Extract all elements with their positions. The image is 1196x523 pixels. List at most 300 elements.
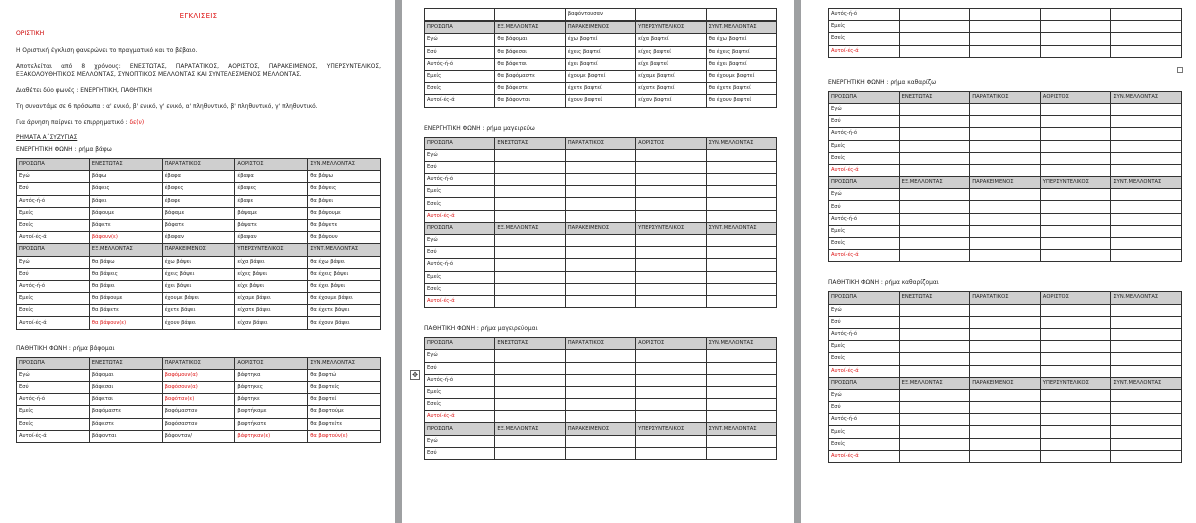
table-row (425, 374, 777, 386)
empty-answer-cell[interactable] (970, 21, 1041, 33)
empty-answer-cell[interactable] (1111, 250, 1182, 262)
column-header: ΠΡΟΣΩΠΑ (17, 244, 90, 256)
empty-answer-cell[interactable] (495, 350, 565, 362)
empty-answer-cell[interactable] (1111, 45, 1182, 57)
empty-answer-cell[interactable] (495, 186, 565, 198)
conjugation-cell: θα έχω βάψει (308, 256, 381, 268)
table-row (829, 116, 1182, 128)
empty-answer-cell[interactable] (636, 235, 706, 247)
empty-answer-cell[interactable] (899, 152, 970, 164)
empty-answer-cell[interactable] (565, 235, 635, 247)
empty-answer-cell[interactable] (899, 21, 970, 33)
empty-answer-cell[interactable] (899, 9, 970, 21)
table-row (425, 386, 777, 398)
empty-answer-cell[interactable] (1111, 316, 1182, 328)
empty-answer-cell[interactable] (1111, 328, 1182, 340)
empty-answer-cell[interactable] (970, 438, 1041, 450)
empty-answer-cell[interactable] (706, 235, 776, 247)
empty-answer-cell[interactable] (495, 411, 565, 423)
empty-answer-cell[interactable] (970, 353, 1041, 365)
empty-answer-cell[interactable] (970, 152, 1041, 164)
empty-answer-cell[interactable] (706, 435, 776, 447)
empty-answer-cell[interactable] (970, 238, 1041, 250)
empty-answer-cell[interactable] (636, 161, 706, 173)
empty-answer-cell[interactable] (899, 402, 970, 414)
empty-answer-cell[interactable] (565, 350, 635, 362)
empty-answer-cell[interactable] (1111, 33, 1182, 45)
empty-answer-cell[interactable] (565, 247, 635, 259)
empty-answer-cell[interactable] (636, 149, 706, 161)
conjugation-cell: βαφτήκαμε (235, 406, 308, 418)
empty-answer-cell[interactable] (970, 426, 1041, 438)
empty-answer-cell[interactable] (1040, 45, 1111, 57)
empty-answer-cell[interactable] (970, 304, 1041, 316)
empty-answer-cell[interactable] (706, 174, 776, 186)
empty-answer-cell[interactable] (1111, 128, 1182, 140)
person-cell: Αυτός-ή-ό (829, 328, 900, 340)
person-cell: Αυτός-ή-ό (425, 58, 495, 70)
empty-answer-cell[interactable] (899, 140, 970, 152)
empty-answer-cell[interactable] (636, 259, 706, 271)
empty-answer-cell[interactable] (1040, 353, 1111, 365)
empty-answer-cell[interactable] (1040, 304, 1111, 316)
empty-answer-cell[interactable] (565, 374, 635, 386)
person-cell: Αυτός-ή-ό (17, 394, 90, 406)
empty-answer-cell[interactable] (706, 149, 776, 161)
conjugation-cell: είχε βάψει (235, 280, 308, 292)
empty-answer-cell[interactable] (970, 164, 1041, 176)
conjugation-cell: θα έχετε βαφτεί (706, 83, 776, 95)
column-header: ΣΥΝ.ΜΕΛΛΟΝΤΑΣ (706, 137, 776, 149)
empty-answer-cell[interactable] (970, 328, 1041, 340)
empty-answer-cell[interactable] (899, 426, 970, 438)
empty-answer-cell[interactable] (706, 283, 776, 295)
empty-answer-cell[interactable] (495, 259, 565, 271)
empty-answer-cell[interactable] (636, 374, 706, 386)
empty-answer-cell[interactable] (706, 447, 776, 459)
empty-answer-cell[interactable] (1040, 365, 1111, 377)
empty-answer-cell[interactable] (1040, 341, 1111, 353)
empty-answer-cell[interactable] (899, 450, 970, 462)
empty-answer-cell[interactable] (970, 189, 1041, 201)
empty-answer-cell[interactable] (1111, 140, 1182, 152)
empty-answer-cell[interactable] (899, 33, 970, 45)
empty-answer-cell[interactable] (1040, 225, 1111, 237)
empty-cell (636, 9, 706, 21)
empty-answer-cell[interactable] (1040, 9, 1111, 21)
empty-answer-cell[interactable] (495, 235, 565, 247)
empty-answer-cell[interactable] (899, 341, 970, 353)
table-header-row (425, 222, 777, 234)
person-cell: Εγώ (425, 350, 495, 362)
empty-answer-cell[interactable] (1040, 116, 1111, 128)
empty-answer-cell[interactable] (636, 198, 706, 210)
table-resize-handle-icon[interactable] (1177, 67, 1183, 73)
conjugation-cell: βάφτηκες (235, 382, 308, 394)
empty-answer-cell[interactable] (1111, 414, 1182, 426)
empty-answer-cell[interactable] (899, 389, 970, 401)
person-cell: Εγώ (17, 256, 90, 268)
empty-answer-cell[interactable] (495, 161, 565, 173)
empty-answer-cell[interactable] (706, 259, 776, 271)
table-header-row (829, 177, 1182, 189)
empty-answer-cell[interactable] (899, 45, 970, 57)
column-header: ΠΑΡΑΤΑΤΙΚΟΣ (162, 357, 235, 369)
document-title: ΕΓΚΛΙΣΕΙΣ (179, 12, 218, 20)
empty-answer-cell[interactable] (1111, 365, 1182, 377)
empty-answer-cell[interactable] (899, 414, 970, 426)
empty-answer-cell[interactable] (1040, 250, 1111, 262)
person-cell: Εσύ (17, 268, 90, 280)
empty-answer-cell[interactable] (636, 283, 706, 295)
table-header-row (425, 22, 777, 34)
paragraph: Η Οριστική έγκλιση φανερώνει το πραγματικό και το βέβαιο. (16, 48, 198, 54)
column-header: ΣΥΝΤ.ΜΕΛΛΟΝΤΑΣ (706, 22, 776, 34)
empty-answer-cell[interactable] (495, 247, 565, 259)
empty-answer-cell[interactable] (1040, 103, 1111, 115)
table-row (17, 219, 381, 231)
empty-answer-cell[interactable] (706, 198, 776, 210)
empty-answer-cell[interactable] (1040, 33, 1111, 45)
empty-answer-cell[interactable] (706, 161, 776, 173)
empty-answer-cell[interactable] (970, 389, 1041, 401)
empty-answer-cell[interactable] (1040, 140, 1111, 152)
conjugation-cell: βαφόμασταν (162, 406, 235, 418)
empty-answer-cell[interactable] (1040, 201, 1111, 213)
conjugation-cell: θα έχει βαφτεί (706, 58, 776, 70)
empty-answer-cell[interactable] (1040, 213, 1111, 225)
table-row (17, 293, 381, 305)
empty-answer-cell[interactable] (495, 149, 565, 161)
empty-answer-cell[interactable] (495, 399, 565, 411)
conjugation-cell: έχει βαφτεί (565, 58, 635, 70)
conjugation-cell: έχουμε βαφτεί (565, 70, 635, 82)
column-header: ΥΠΕΡΣΥΝΤΕΛΙΚΟΣ (235, 244, 308, 256)
table-row (829, 250, 1182, 262)
empty-answer-cell[interactable] (565, 149, 635, 161)
person-cell: Αυτός-ή-ό (829, 213, 900, 225)
empty-answer-cell[interactable] (1040, 164, 1111, 176)
empty-answer-cell[interactable] (1040, 328, 1111, 340)
table-row (829, 438, 1182, 450)
empty-answer-cell[interactable] (636, 271, 706, 283)
column-header: ΠΑΡΑΤΑΤΙΚΟΣ (970, 292, 1041, 304)
empty-answer-cell[interactable] (1111, 164, 1182, 176)
conjugation-cell: βάφονται (89, 430, 162, 442)
empty-answer-cell[interactable] (1040, 128, 1111, 140)
empty-answer-cell[interactable] (970, 414, 1041, 426)
conjugation-cell: βάφω (89, 171, 162, 183)
person-cell: Εμείς (17, 406, 90, 418)
empty-answer-cell[interactable] (1111, 402, 1182, 414)
empty-answer-cell[interactable] (1040, 189, 1111, 201)
empty-answer-cell[interactable] (565, 259, 635, 271)
table-row (425, 350, 777, 362)
empty-answer-cell[interactable] (565, 411, 635, 423)
empty-answer-cell[interactable] (899, 213, 970, 225)
empty-answer-cell[interactable] (565, 362, 635, 374)
conjugation-cell: βάφαμε (162, 207, 235, 219)
empty-answer-cell[interactable] (970, 225, 1041, 237)
empty-answer-cell[interactable] (970, 341, 1041, 353)
column-header: ΠΡΟΣΩΠΑ (829, 377, 900, 389)
conjugation-cell: βάφονταν/ (162, 430, 235, 442)
empty-answer-cell[interactable] (970, 45, 1041, 57)
conjugation-cell: έβαφα (162, 171, 235, 183)
person-cell: Εσύ (17, 382, 90, 394)
empty-answer-cell[interactable] (565, 435, 635, 447)
person-cell: Αυτοί-ές-ά (829, 450, 900, 462)
empty-answer-cell[interactable] (706, 386, 776, 398)
column-header: ΕΝΕΣΤΩΤΑΣ (899, 292, 970, 304)
table-row (425, 399, 777, 411)
empty-answer-cell[interactable] (1040, 238, 1111, 250)
empty-answer-cell[interactable] (1040, 389, 1111, 401)
empty-answer-cell[interactable] (899, 164, 970, 176)
empty-answer-cell[interactable] (899, 304, 970, 316)
empty-answer-cell[interactable] (495, 210, 565, 222)
empty-answer-cell[interactable] (1040, 152, 1111, 164)
empty-answer-cell[interactable] (706, 350, 776, 362)
empty-answer-cell[interactable] (706, 210, 776, 222)
conjugation-cell: είχατε βαφτεί (636, 83, 706, 95)
empty-answer-cell[interactable] (970, 33, 1041, 45)
empty-answer-cell[interactable] (1111, 341, 1182, 353)
empty-answer-cell[interactable] (1040, 438, 1111, 450)
empty-answer-cell[interactable] (495, 174, 565, 186)
empty-answer-cell[interactable] (1111, 152, 1182, 164)
conjugation-table-passive-blank (828, 291, 1182, 463)
conjugation-cell: θα βάφει (89, 280, 162, 292)
empty-answer-cell[interactable] (706, 374, 776, 386)
empty-answer-cell[interactable] (565, 386, 635, 398)
empty-answer-cell[interactable] (899, 189, 970, 201)
empty-answer-cell[interactable] (970, 201, 1041, 213)
empty-answer-cell[interactable] (970, 128, 1041, 140)
table-move-icon[interactable]: ✥ (410, 370, 420, 380)
empty-answer-cell[interactable] (970, 116, 1041, 128)
empty-answer-cell[interactable] (970, 365, 1041, 377)
person-cell: Εγώ (425, 34, 495, 46)
column-header: ΠΡΟΣΩΠΑ (17, 357, 90, 369)
empty-answer-cell[interactable] (495, 374, 565, 386)
empty-answer-cell[interactable] (1111, 238, 1182, 250)
table-row (829, 9, 1182, 21)
empty-answer-cell[interactable] (899, 201, 970, 213)
empty-answer-cell[interactable] (970, 316, 1041, 328)
conjugation-cell: έχουν βαφτεί (565, 95, 635, 107)
empty-answer-cell[interactable] (706, 411, 776, 423)
empty-answer-cell[interactable] (1111, 201, 1182, 213)
empty-answer-cell[interactable] (1040, 426, 1111, 438)
empty-answer-cell[interactable] (1111, 353, 1182, 365)
empty-answer-cell[interactable] (636, 350, 706, 362)
empty-answer-cell[interactable] (899, 353, 970, 365)
empty-answer-cell[interactable] (899, 328, 970, 340)
person-cell: Εγώ (17, 171, 90, 183)
empty-answer-cell[interactable] (899, 250, 970, 262)
empty-answer-cell[interactable] (706, 186, 776, 198)
empty-answer-cell[interactable] (636, 295, 706, 307)
column-header: ΠΑΡΑΚΕΙΜΕΝΟΣ (565, 222, 635, 234)
column-header: ΠΡΟΣΩΠΑ (829, 177, 900, 189)
person-cell: Εσείς (17, 219, 90, 231)
conjugation-cell: θα βάψουμε (308, 207, 381, 219)
table-row (425, 70, 777, 82)
table-row (425, 186, 777, 198)
empty-answer-cell[interactable] (565, 283, 635, 295)
empty-answer-cell[interactable] (1111, 389, 1182, 401)
table-row (425, 435, 777, 447)
person-cell: Εγώ (425, 435, 495, 447)
empty-answer-cell[interactable] (1111, 103, 1182, 115)
empty-answer-cell[interactable] (636, 186, 706, 198)
column-header: ΕΝΕΣΤΩΤΑΣ (89, 357, 162, 369)
conjugation-cell: βάφατε (162, 219, 235, 231)
conjugation-table-continued-blank (828, 8, 1182, 58)
empty-answer-cell[interactable] (970, 213, 1041, 225)
empty-answer-cell[interactable] (899, 438, 970, 450)
empty-answer-cell[interactable] (899, 128, 970, 140)
table-caption: ΕΝΕΡΓΗΤΙΚΗ ΦΩΝΗ : ρήμα μαγειρεύω (424, 125, 535, 132)
conjugation-cell: θα βάφω (89, 256, 162, 268)
continuation-top-row (424, 8, 777, 21)
empty-answer-cell[interactable] (565, 210, 635, 222)
conjugation-cell: έβαφαν (162, 232, 235, 244)
column-header: ΑΟΡΙΣΤΟΣ (636, 338, 706, 350)
empty-answer-cell[interactable] (1111, 189, 1182, 201)
empty-answer-cell[interactable] (636, 447, 706, 459)
empty-answer-cell[interactable] (1111, 450, 1182, 462)
column-header: ΣΥΝΤ.ΜΕΛΛΟΝΤΑΣ (1111, 377, 1182, 389)
empty-answer-cell[interactable] (565, 161, 635, 173)
table-row (829, 225, 1182, 237)
empty-answer-cell[interactable] (899, 316, 970, 328)
empty-answer-cell[interactable] (1111, 116, 1182, 128)
empty-answer-cell[interactable] (1111, 438, 1182, 450)
table-row (829, 33, 1182, 45)
person-cell: Αυτοί-ές-ά (829, 250, 900, 262)
empty-answer-cell[interactable] (565, 295, 635, 307)
empty-answer-cell[interactable] (970, 9, 1041, 21)
empty-answer-cell[interactable] (565, 186, 635, 198)
empty-answer-cell[interactable] (1111, 213, 1182, 225)
empty-answer-cell[interactable] (495, 386, 565, 398)
empty-answer-cell[interactable] (495, 283, 565, 295)
empty-answer-cell[interactable] (636, 399, 706, 411)
empty-answer-cell[interactable] (1040, 402, 1111, 414)
empty-answer-cell[interactable] (495, 447, 565, 459)
conjugation-cell: θα βάφεται (495, 58, 565, 70)
table-caption: ΠΑΘΗΤΙΚΗ ΦΩΝΗ : ρήμα καθαρίζομαι (828, 280, 939, 287)
empty-answer-cell[interactable] (1040, 450, 1111, 462)
paragraph (16, 119, 381, 127)
empty-answer-cell[interactable] (970, 250, 1041, 262)
empty-answer-cell[interactable] (1111, 304, 1182, 316)
empty-answer-cell[interactable] (970, 140, 1041, 152)
conjugation-cell: θα έχουμε βαφτεί (706, 70, 776, 82)
conjugation-table-active (16, 158, 381, 330)
empty-answer-cell[interactable] (495, 435, 565, 447)
column-header: ΥΠΕΡΣΥΝΤΕΛΙΚΟΣ (636, 423, 706, 435)
empty-answer-cell[interactable] (706, 295, 776, 307)
empty-answer-cell[interactable] (899, 225, 970, 237)
empty-answer-cell[interactable] (706, 247, 776, 259)
empty-answer-cell[interactable] (706, 399, 776, 411)
empty-answer-cell[interactable] (636, 386, 706, 398)
table-row (829, 316, 1182, 328)
empty-answer-cell[interactable] (706, 362, 776, 374)
empty-answer-cell[interactable] (970, 450, 1041, 462)
conjugation-cell: βάφομαι (89, 369, 162, 381)
empty-answer-cell[interactable] (1111, 9, 1182, 21)
empty-answer-cell[interactable] (636, 247, 706, 259)
empty-answer-cell[interactable] (899, 103, 970, 115)
empty-answer-cell[interactable] (1111, 225, 1182, 237)
table-row (17, 430, 381, 442)
table-row (17, 280, 381, 292)
person-cell: Εγώ (829, 389, 900, 401)
column-header: ΣΥΝ.ΜΕΛΛΟΝΤΑΣ (308, 159, 381, 171)
empty-answer-cell[interactable] (495, 295, 565, 307)
column-header: ΠΡΟΣΩΠΑ (425, 423, 495, 435)
empty-answer-cell[interactable] (899, 365, 970, 377)
empty-answer-cell[interactable] (899, 238, 970, 250)
empty-answer-cell[interactable] (706, 271, 776, 283)
empty-answer-cell[interactable] (1111, 426, 1182, 438)
table-row (425, 161, 777, 173)
empty-answer-cell[interactable] (636, 362, 706, 374)
empty-answer-cell[interactable] (565, 399, 635, 411)
document-page-1 (0, 0, 395, 523)
empty-answer-cell[interactable] (565, 174, 635, 186)
person-cell: Εσείς (17, 418, 90, 430)
empty-answer-cell[interactable] (565, 447, 635, 459)
empty-answer-cell[interactable] (565, 198, 635, 210)
column-header: ΕΝΕΣΤΩΤΑΣ (495, 338, 565, 350)
column-header: ΠΑΡΑΚΕΙΜΕΝΟΣ (970, 377, 1041, 389)
empty-answer-cell[interactable] (899, 116, 970, 128)
empty-answer-cell[interactable] (970, 402, 1041, 414)
table-row (829, 164, 1182, 176)
empty-answer-cell[interactable] (495, 362, 565, 374)
column-header: ΠΑΡΑΚΕΙΜΕΝΟΣ (162, 244, 235, 256)
conjugation-cell: είχες βαφτεί (636, 46, 706, 58)
empty-answer-cell[interactable] (495, 198, 565, 210)
empty-answer-cell[interactable] (636, 411, 706, 423)
empty-answer-cell[interactable] (1040, 21, 1111, 33)
empty-answer-cell[interactable] (565, 271, 635, 283)
empty-answer-cell[interactable] (1040, 414, 1111, 426)
person-cell: Αυτός-ή-ό (829, 9, 900, 21)
conjugation-cell: είχες βάψει (235, 268, 308, 280)
conjugation-cell: θα βάψεις (308, 183, 381, 195)
empty-answer-cell[interactable] (495, 271, 565, 283)
column-header: ΠΡΟΣΩΠΑ (425, 338, 495, 350)
table-row (17, 268, 381, 280)
table-row (829, 238, 1182, 250)
column-header: ΥΠΕΡΣΥΝΤΕΛΙΚΟΣ (636, 222, 706, 234)
empty-answer-cell[interactable] (1040, 316, 1111, 328)
empty-answer-cell[interactable] (1111, 21, 1182, 33)
column-header: ΠΡΟΣΩΠΑ (425, 137, 495, 149)
column-header: ΥΠΕΡΣΥΝΤΕΛΙΚΟΣ (1040, 377, 1111, 389)
negation-particle: δε(ν) (129, 120, 145, 126)
empty-answer-cell[interactable] (636, 435, 706, 447)
empty-answer-cell[interactable] (636, 210, 706, 222)
empty-answer-cell[interactable] (970, 103, 1041, 115)
empty-answer-cell[interactable] (636, 174, 706, 186)
